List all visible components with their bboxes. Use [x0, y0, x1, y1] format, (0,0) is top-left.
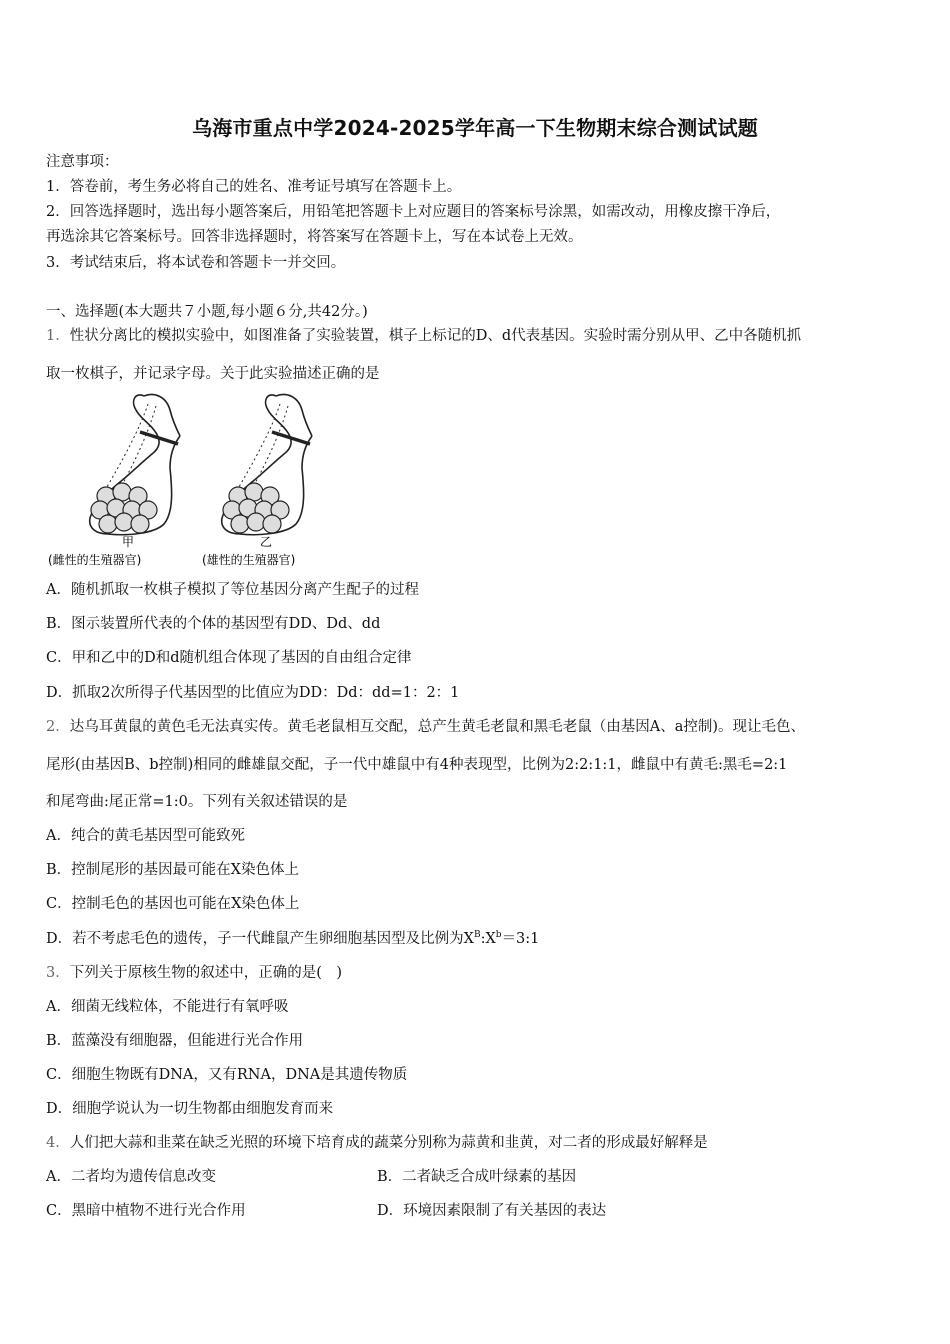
question-4-stem — [46, 1133, 708, 1153]
question-3-stem — [46, 963, 342, 983]
option-d — [46, 929, 539, 949]
option-a: A．细菌无线粒体，不能进行有氧呼吸 — [46, 999, 289, 1015]
option-a: A．纯合的黄毛基因型可能致死 — [46, 828, 245, 844]
option-d-text: D．若不考虑毛色的遗传，子一代雌鼠产生卵细胞基因型及比例为X — [46, 931, 474, 947]
beads-right — [223, 483, 289, 533]
option-c: C．甲和乙中的D和d随机组合体现了基因的自由组合定律 — [46, 650, 412, 666]
notice-heading: 注意事项： — [46, 154, 119, 170]
question-text: 人们把大蒜和韭菜在缺乏光照的环境下培育成的蔬菜分别称为蒜黄和韭黄，对二者的形成最好解释是 — [69, 1135, 708, 1151]
question-text: 达乌耳黄鼠的黄色毛无法真实传。黄毛老鼠相互交配，总产生黄毛老鼠和黑毛老鼠（由基因A、a控制)。现让毛色、 — [69, 719, 806, 735]
option-d: D．抓取2次所得子代基因型的比值应为DD：Dd：dd=1：2：1 — [46, 685, 460, 701]
bag-left-label: 甲 — [122, 535, 135, 549]
superscript: B — [473, 930, 481, 941]
superscript: b — [495, 930, 502, 941]
option-a: A．二者均为遗传信息改变 — [46, 1169, 216, 1185]
section-heading: 一、选择题(本大题共７小题,每小题６分,共42分。) — [46, 304, 368, 320]
question-1-stem — [46, 326, 801, 346]
question-number: 3． — [46, 965, 70, 981]
page-title: 乌海市重点中学2024-2025学年高一下生物期末综合测试试题 — [192, 116, 758, 140]
question-1-stem-cont: 取一枚棋子，并记录字母。关于此实验描述正确的是 — [46, 366, 380, 382]
notice-item: 2．回答选择题时，选出每小题答案后，用铅笔把答题卡上对应题目的答案标号涂黑，如需改动，用橡皮擦干净后， — [46, 204, 781, 220]
bag-right-label: 乙 — [260, 535, 273, 549]
question-2-stem — [46, 717, 805, 737]
bag-right-caption: (雄性的生殖器官) — [202, 553, 296, 567]
option-d: D．细胞学说认为一切生物都由细胞发育而来 — [46, 1101, 334, 1117]
beads-left — [91, 483, 157, 533]
question-text: 下列关于原核生物的叙述中，正确的是( ) — [69, 965, 343, 981]
option-c: C．控制毛色的基因也可能在X染色体上 — [46, 896, 300, 912]
question-number: 2． — [46, 719, 70, 735]
notice-item: 再选涂其它答案标号。回答非选择题时，将答案写在答题卡上，写在本试卷上无效。 — [46, 229, 583, 245]
option-d-text: ＝3:1 — [501, 931, 540, 947]
option-c: C．黑暗中植物不进行光合作用 — [46, 1203, 246, 1219]
question-text: 性状分离比的模拟实验中，如图准备了实验装置，棋子上标记的D、d代表基因。实验时需分别从甲、乙中各随机抓 — [69, 328, 802, 344]
question-number: 4． — [46, 1135, 70, 1151]
bag-left-caption: (雌性的生殖器官) — [48, 553, 142, 567]
question-2-stem-cont: 尾形(由基因B、b控制)相同的雌雄鼠交配，子一代中雄鼠中有4种表现型，比例为2:2:1:1，雌鼠中有黄毛:黑毛=2:1 — [46, 757, 788, 773]
option-b: B．控制尾形的基因最可能在X染色体上 — [46, 862, 299, 878]
question-number: 1． — [46, 328, 70, 344]
option-b: B．图示装置所代表的个体的基因型有DD、Dd、dd — [46, 616, 381, 632]
notice-item: 3．考试结束后，将本试卷和答题卡一并交回。 — [46, 255, 346, 271]
bags-illustration — [44, 388, 344, 573]
option-c: C．细胞生物既有DNA，又有RNA，DNA是其遗传物质 — [46, 1067, 408, 1083]
option-a: A．随机抓取一枚棋子模拟了等位基因分离产生配子的过程 — [46, 582, 419, 598]
option-d: D．环境因素限制了有关基因的表达 — [377, 1203, 607, 1219]
question-2-stem-cont: 和尾弯曲:尾正常=1:0。下列有关叙述错误的是 — [46, 794, 348, 810]
notice-item: 1．答卷前，考生务必将自己的姓名、准考证号填写在答题卡上。 — [46, 179, 462, 195]
option-d-text: :X — [480, 931, 496, 947]
option-b: B．二者缺乏合成叶绿素的基因 — [377, 1169, 577, 1185]
option-b: B．蓝藻没有细胞器，但能进行光合作用 — [46, 1033, 304, 1049]
bag-figure — [44, 388, 344, 573]
